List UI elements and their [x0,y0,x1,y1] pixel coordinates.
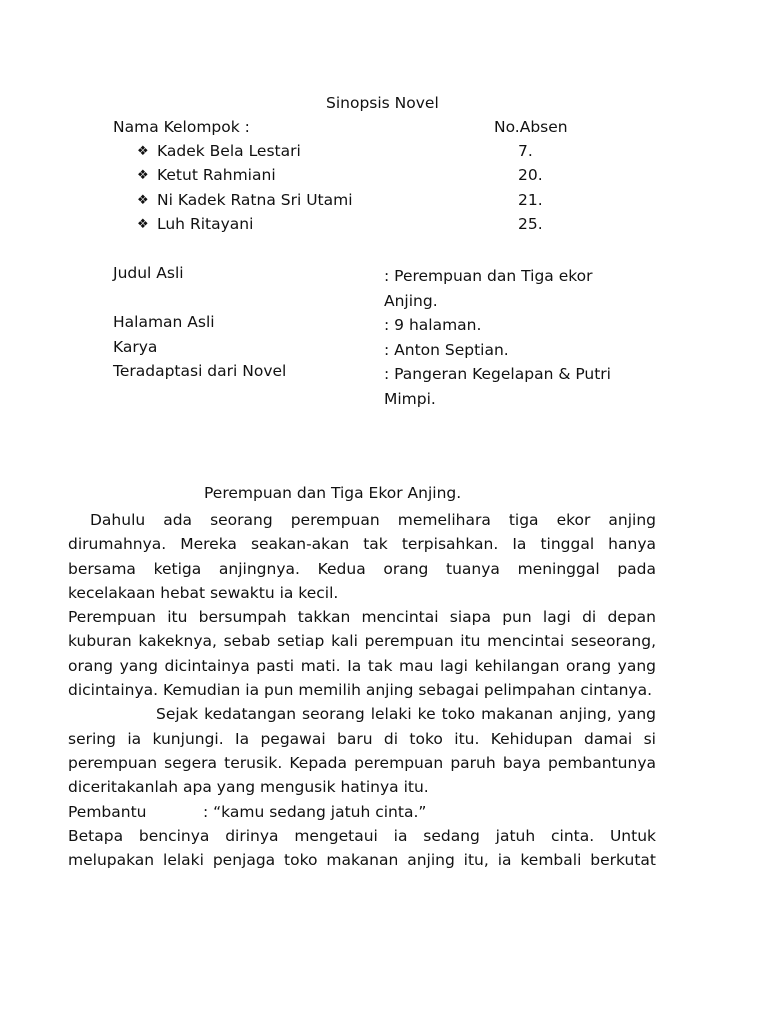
member-item [137,142,301,166]
info-label-judul: Judul Asli [113,264,184,282]
story-paragraph: Betapa bencinya dirinya mengetaui ia sedang jatuh cinta. Untuk melupakan lelaki penjaga toko makanan anjing itu, ia kembali berkutat [68,826,656,870]
info-label-adaptasi: Teradaptasi dari Novel [113,362,287,380]
diamond-bullet-icon: ❖ [137,217,149,232]
info-value-karya: : Anton Septian. [384,341,509,359]
member-name: Ni Kadek Ratna Sri Utami [157,191,353,209]
story-title: Perempuan dan Tiga Ekor Anjing. [204,484,462,502]
member-name: Kadek Bela Lestari [157,142,301,160]
page-title: Sinopsis Novel [326,94,439,112]
dialog-text: : “kamu sedang jatuh cinta.” [203,802,427,821]
member-name: Ketut Rahmiani [157,166,276,184]
absen-label: No.Absen [494,118,568,136]
member-item [137,215,253,239]
story-paragraph: Sejak kedatangan seorang lelaki ke toko makanan anjing, yang sering ia kunjungi. Ia pegawai baru di toko itu. Kehidupan damai si perempuan segera terusik. Kepada perempuan paruh baya pembantunya diceritakanlah apa yang mengusik hatinya itu. [68,705,656,797]
story-body [68,508,656,872]
info-value-adaptasi: : Pangeran Kegelapan & Putri Mimpi. [384,365,611,408]
diamond-bullet-icon: ❖ [137,168,149,183]
member-number: 20. [518,166,543,184]
member-number: 7. [518,142,533,160]
info-value-judul: : Perempuan dan Tiga ekor Anjing. [384,267,593,310]
diamond-bullet-icon: ❖ [137,193,149,208]
diamond-bullet-icon: ❖ [137,144,149,159]
member-name: Luh Ritayani [157,215,254,233]
info-label-halaman: Halaman Asli [113,313,215,331]
info-label-karya: Karya [113,338,158,356]
member-item [137,166,276,190]
dialog-speaker: Pembantu [68,802,147,821]
info-value-halaman: : 9 halaman. [384,316,482,334]
story-paragraph: Perempuan itu bersumpah takkan mencintai siapa pun lagi di depan kuburan kakeknya, sebab setiap kali perempuan itu mencintai seseorang, orang yang dicintainya pasti mati. Ia tak mau lagi kehilangan orang yang dicintainya. Kemudian ia pun memilih anjing sebagai pelimpahan cintanya. [68,608,656,700]
member-number: 25. [518,215,543,233]
group-label: Nama Kelompok : [113,118,250,136]
story-paragraph: Dahulu ada seorang perempuan memelihara tiga ekor anjing dirumahnya. Mereka seakan-akan tak terpisahkan. Ia tinggal hanya bersama ketiga anjingnya. Kedua orang tuanya meninggal pada kecelakaan hebat sewaktu ia kecil. [68,511,656,602]
member-item [137,191,353,215]
dialog-line [68,800,656,824]
member-number: 21. [518,191,543,209]
